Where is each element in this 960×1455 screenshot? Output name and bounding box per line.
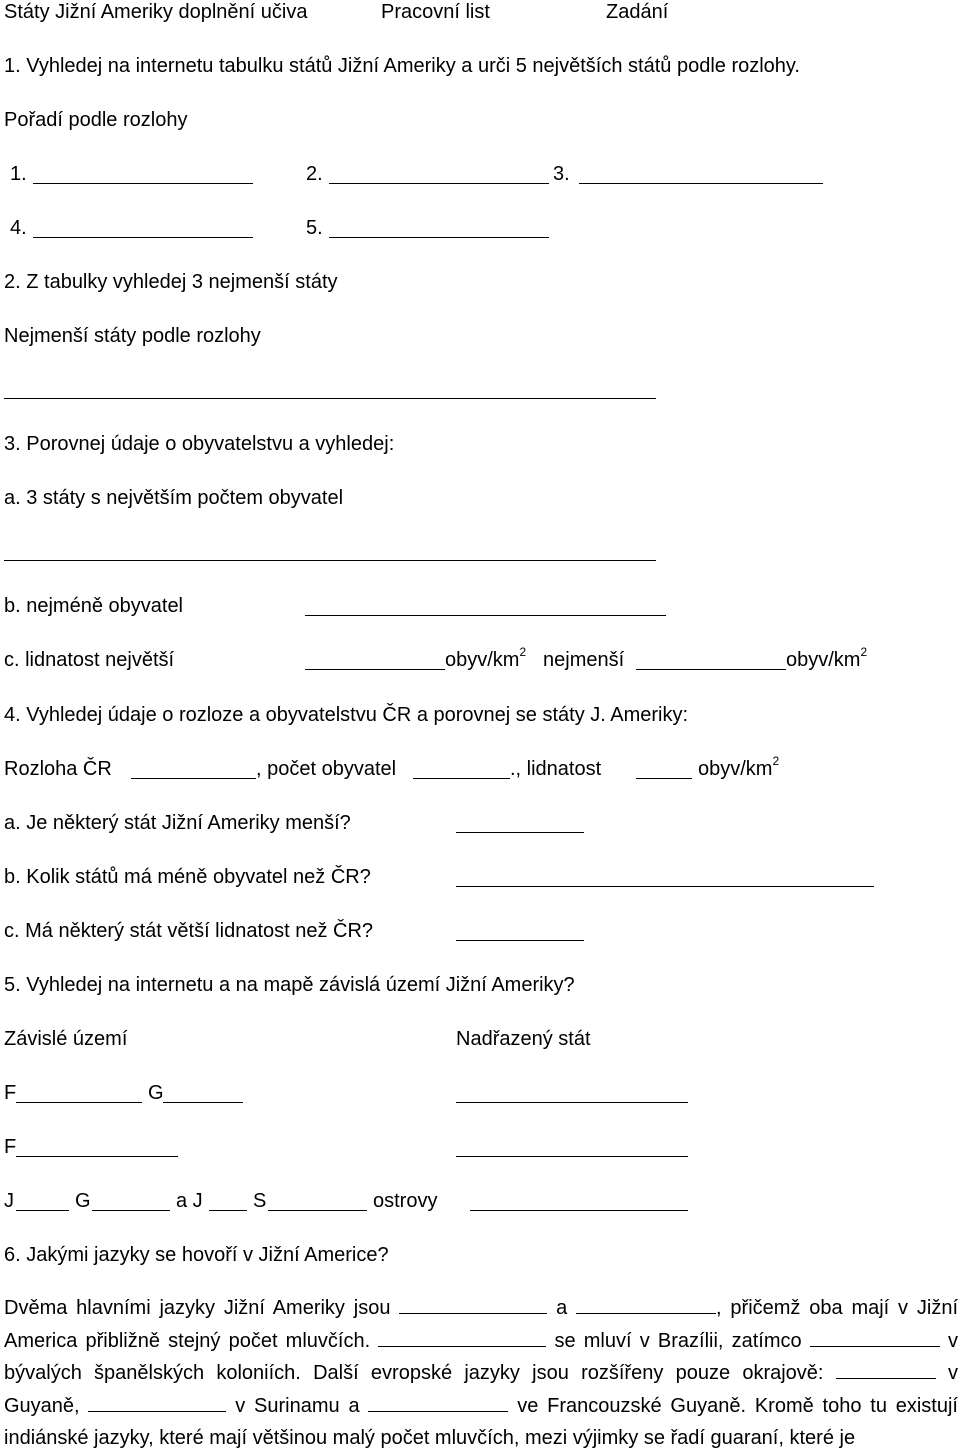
rank-3-blank[interactable] (579, 183, 823, 184)
q4-pop-label: , počet obyvatel (256, 758, 397, 780)
q3-c-unit-1: obyv/$km^2$ (445, 645, 527, 671)
q3-c-unit-2: obyv/$km^2$ (786, 645, 868, 671)
q3-b-blank[interactable] (305, 615, 666, 616)
question-2: 2. Z tabulky vyhledej 3 nejmenší státy (4, 271, 338, 293)
q3-c-smallest-blank[interactable] (636, 669, 786, 670)
assignment-label: Zadání (606, 1, 669, 23)
question-1: 1. Vyhledej na internetu tabulku států Jižní Ameriky a urči 5 největších států podle rozlohy. (4, 55, 800, 77)
q6-blank-7[interactable] (368, 1393, 508, 1412)
q5-r3-blank-b[interactable] (92, 1210, 170, 1211)
q3-c-smallest: nejmenší (543, 649, 625, 671)
question-4: 4. Vyhledej údaje o rozloze a obyvatelstvu ČR a porovnej se státy J. Ameriky: (4, 704, 689, 726)
q3-c: c. lidnatost největší (4, 649, 175, 671)
worksheet-title: Státy Jižní Ameriky doplnění učiva (4, 1, 308, 23)
q5-r3-prefix-c: a J (176, 1190, 203, 1212)
q6-blank-1[interactable] (399, 1295, 547, 1314)
rank-2-label: 2. (306, 163, 323, 185)
rank-2-blank[interactable] (329, 183, 549, 184)
question-6: 6. Jakými jazyky se hovoří v Jižní Americe? (4, 1244, 389, 1266)
q3-b: b. nejméně obyvatel (4, 595, 184, 617)
question-5: 5. Vyhledej na internetu a na mapě závislá území Jižní Ameriky? (4, 974, 575, 996)
rank-5-label: 5. (306, 217, 323, 239)
q4-density-label: ., lidnatost (510, 758, 602, 780)
q3-a-blank[interactable] (4, 560, 656, 561)
q5-r1-prefix-a: F (4, 1082, 17, 1104)
q4-a-blank[interactable] (456, 832, 584, 833)
q4-c: c. Má některý stát větší lidnatost než ČR? (4, 920, 374, 942)
q5-r3-prefix-d: S (253, 1190, 267, 1212)
q4-b-blank[interactable] (456, 886, 874, 887)
q5-r1-prefix-b: G (148, 1082, 164, 1104)
q5-r1-blank-a[interactable] (16, 1102, 142, 1103)
q6-blank-4[interactable] (810, 1328, 940, 1347)
q4-pop-blank[interactable] (413, 778, 510, 779)
rank-4-blank[interactable] (33, 237, 253, 238)
q5-r2-blank[interactable] (16, 1156, 178, 1157)
rank-4-label: 4. (10, 217, 27, 239)
worksheet-type: Pracovní list (381, 1, 490, 23)
question-3: 3. Porovnej údaje o obyvatelstvu a vyhledej: (4, 433, 395, 455)
rank-1-blank[interactable] (33, 183, 253, 184)
q4-a: a. Je některý stát Jižní Ameriky menší? (4, 812, 351, 834)
q5-r2-state-blank[interactable] (456, 1156, 688, 1157)
q5-r3-prefix-b: G (75, 1190, 91, 1212)
q4-unit: obyv/$km^2$ (698, 754, 780, 780)
q5-r3-state-blank[interactable] (470, 1210, 688, 1211)
smallest-states-blank[interactable] (4, 398, 656, 399)
q5-r3-blank-a[interactable] (16, 1210, 69, 1211)
q5-r3-blank-d[interactable] (268, 1210, 367, 1211)
q4-area-blank[interactable] (131, 778, 256, 779)
q2-subtitle: Nejmenší státy podle rozlohy (4, 325, 261, 347)
q5-col-state: Nadřazený stát (456, 1028, 591, 1050)
q4-c-blank[interactable] (456, 940, 584, 941)
q6-blank-6[interactable] (88, 1393, 226, 1412)
rank-3-label: 3. (553, 163, 570, 185)
q5-r1-blank-b[interactable] (163, 1102, 243, 1103)
q6-blank-5[interactable] (836, 1360, 936, 1379)
q5-r3-blank-c[interactable] (209, 1210, 247, 1211)
q4-b: b. Kolik států má méně obyvatel než ČR? (4, 866, 371, 888)
q5-r3-prefix-a: J (4, 1190, 14, 1212)
rank-5-blank[interactable] (329, 237, 549, 238)
q5-col-territory: Závislé území (4, 1028, 128, 1050)
q5-r2-prefix: F (4, 1136, 17, 1158)
q3-a: a. 3 státy s největším počtem obyvatel (4, 487, 344, 509)
q6-paragraph: Dvěma hlavními jazyky Jižní Ameriky jsou a , přičemž oba mají v Jižní America přibližně stejný počet mluvčích. se mluví v Brazílii, zatímco v bývalých španělských koloniích. Další evropské jazyky jsou rozšířeny pouze okrajově: v Guyaně, v Surinamu a ve Francouzské Guyaně. Kromě toho tu existují indiánské jazyky, které mají většinou malý počet mluvčích, mezi výjimky se řadí guaraní, které je (4, 1297, 958, 1449)
q6-blank-3[interactable] (378, 1328, 546, 1347)
q5-r3-suffix: ostrovy (373, 1190, 438, 1212)
q6-blank-2[interactable] (576, 1295, 716, 1314)
rank-1-label: 1. (10, 163, 27, 185)
q5-r1-state-blank[interactable] (456, 1102, 688, 1103)
q4-density-blank[interactable] (636, 778, 692, 779)
q1-subtitle: Pořadí podle rozlohy (4, 109, 188, 131)
q3-c-largest-blank[interactable] (305, 669, 445, 670)
q4-area-label: Rozloha ČR (4, 758, 112, 780)
